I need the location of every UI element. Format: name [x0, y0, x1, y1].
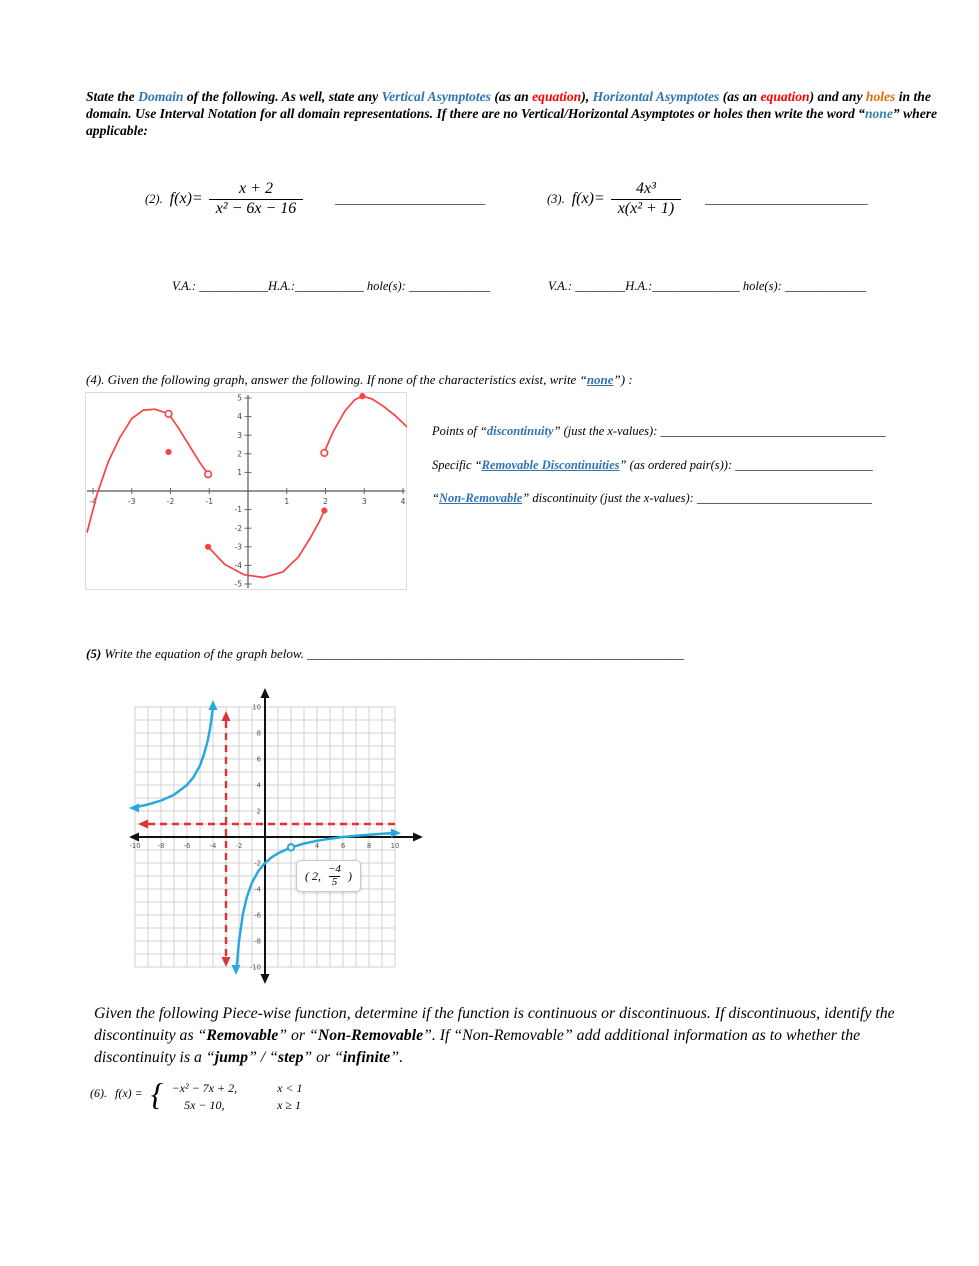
problem-3-numerator: 4x³ — [635, 180, 656, 197]
piecewise-cases — [172, 1081, 303, 1113]
svg-text:4: 4 — [400, 497, 406, 506]
keyword-removable-discontinuities: Removable Discontinuities — [481, 458, 620, 472]
svg-text:-4: -4 — [89, 497, 97, 506]
problem-5-text: Write the equation of the graph below. — [101, 646, 308, 661]
problem-5-graph-axes — [129, 688, 423, 984]
instructions-text: ) and any — [809, 89, 866, 104]
instructions-text: ), — [581, 89, 593, 104]
svg-text:1: 1 — [284, 497, 290, 506]
svg-text:-1: -1 — [234, 505, 242, 515]
asymptote-down-arrow-icon — [222, 957, 231, 967]
problem-4-intro-text: (4). Given the following graph, answer the following. If none of the characteristics exist, write “ — [86, 372, 587, 387]
piecewise-text: ” or “ — [278, 1026, 318, 1044]
svg-text:-4: -4 — [254, 885, 261, 894]
problem-3-va-ha-holes-blanks: V.A.: ________H.A.:______________ hole(s): _____________ — [548, 279, 867, 293]
problem-2-label: (2). — [145, 191, 163, 206]
problem-3-function-name: f(x)= — [571, 190, 605, 208]
svg-text:-2: -2 — [234, 523, 242, 533]
instructions-text: in the domain. Use Interval Notation for all domain representations. If there are no Vertical/Horizontal Asymptotes or holes then write the word “ — [86, 89, 931, 122]
problem-6-function-name: f(x) = — [115, 1086, 143, 1100]
keyword-infinite: infinite — [342, 1048, 391, 1066]
q3-text: “ — [432, 491, 439, 505]
q2-text: ” (as ordered pair(s)): — [619, 458, 736, 472]
svg-text:-8: -8 — [254, 937, 261, 946]
piecewise-text: ” or “ — [303, 1048, 343, 1066]
keyword-none: none — [586, 372, 614, 387]
q2-answer-blank: ______________________ — [735, 458, 873, 472]
y-axis-up-arrow-icon — [261, 688, 270, 698]
piecewise-instructions — [94, 1003, 930, 1068]
svg-text:2: 2 — [237, 449, 242, 459]
svg-text:-8: -8 — [157, 842, 165, 850]
svg-text:10: 10 — [390, 842, 400, 850]
x-axis-left-arrow-icon — [129, 833, 139, 842]
point-label-denominator: 5 — [329, 876, 341, 889]
keyword-horizontal-asymptotes: Horizontal Asymptotes — [592, 89, 720, 104]
point-label — [296, 860, 361, 892]
point-label-close: ) — [347, 868, 352, 883]
piecewise-brace: { — [150, 1076, 164, 1112]
svg-text:2: 2 — [323, 497, 328, 506]
problem-3 — [547, 180, 868, 219]
svg-text:4: 4 — [256, 781, 261, 790]
problem-5-label: (5) — [86, 646, 102, 661]
keyword-non-removable-bold: Non-Removable — [317, 1026, 424, 1044]
svg-text:3: 3 — [361, 497, 367, 506]
problem-4-intro — [86, 372, 633, 388]
problem-4-graph — [85, 392, 407, 595]
case-2-condition: x ≥ 1 — [277, 1098, 302, 1112]
case-2-expression: 5x − 10, — [184, 1098, 225, 1112]
keyword-holes: holes — [865, 89, 896, 104]
keyword-equation-2: equation — [760, 89, 810, 104]
problem-4-q3 — [432, 491, 872, 506]
problem-4-intro-text: ”) : — [613, 372, 633, 387]
problem-3-answer-blank: __________________________ — [705, 191, 868, 206]
q1-answer-blank: ____________________________________ — [660, 424, 886, 438]
point-label-numerator: −4 — [328, 863, 341, 875]
piecewise-text: ”. — [390, 1048, 404, 1066]
problem-6 — [90, 1078, 303, 1113]
keyword-domain: Domain — [138, 89, 184, 104]
keyword-non-removable: Non-Removable — [438, 491, 523, 505]
svg-text:6: 6 — [256, 755, 261, 764]
keyword-removable: Removable — [206, 1026, 279, 1044]
q3-text: ” discontinuity (just the x-values): — [522, 491, 697, 505]
q3-answer-blank: ____________________________ — [696, 491, 872, 505]
svg-text:8: 8 — [366, 842, 372, 850]
svg-text:-4: -4 — [234, 561, 242, 570]
y-axis-down-arrow-icon — [261, 974, 270, 984]
problem-5-graph — [128, 685, 428, 985]
problem-2-function-name: f(x)= — [169, 190, 203, 208]
instructions-text: (as an — [719, 89, 761, 104]
svg-text:-2: -2 — [235, 842, 243, 850]
asymptote-up-arrow-icon — [222, 711, 231, 721]
problem-6-label: (6). — [90, 1086, 107, 1100]
piecewise-text: Given the following Piece-wise function, determine if the function is continuous or discontinuous. If discontinuous, identify the discontinuity as “ — [94, 1005, 895, 1044]
instructions-text: (as an — [490, 89, 533, 104]
point-label-open: ( 2, — [305, 868, 321, 883]
piecewise-text: ”. If “Non-Removable” add additional information as to whether the discontinuity is a “ — [94, 1026, 861, 1066]
problem-2-answer-blank: ________________________ — [335, 191, 486, 206]
problem-2-fraction — [209, 180, 304, 219]
instructions-text: ” where applicable: — [86, 106, 938, 139]
problem-3-fraction — [611, 180, 681, 219]
problem-3-label: (3). — [547, 191, 565, 206]
svg-text:4: 4 — [314, 842, 320, 850]
instructions-text: of the following. As well, state any — [183, 89, 382, 104]
svg-text:-10: -10 — [249, 963, 261, 972]
problem-3-denominator: x(x² + 1) — [611, 199, 681, 219]
problem-2-numerator: x + 2 — [239, 180, 273, 197]
svg-text:1: 1 — [237, 468, 242, 477]
keyword-none-header: none — [864, 106, 893, 122]
keyword-step: step — [277, 1048, 304, 1066]
svg-text:6: 6 — [340, 842, 346, 850]
problem-2 — [145, 180, 485, 219]
svg-text:4: 4 — [237, 412, 242, 422]
problem-2-denominator: x² − 6x − 16 — [209, 199, 304, 219]
problem-4-q1 — [432, 424, 885, 439]
problem-2-va-ha-holes-blanks: V.A.: ___________H.A.:___________ hole(s): _____________ — [172, 279, 491, 293]
instructions-text: State the — [86, 89, 139, 104]
q2-text: Specific “ — [432, 458, 482, 472]
svg-text:-3: -3 — [234, 542, 242, 552]
svg-text:-4: -4 — [209, 842, 217, 850]
keyword-discontinuity: discontinuity — [486, 424, 554, 438]
svg-text:-2: -2 — [254, 859, 261, 868]
svg-text:8: 8 — [256, 729, 261, 738]
svg-text:-1: -1 — [205, 497, 213, 506]
svg-text:-6: -6 — [183, 842, 191, 850]
case-1-condition: x < 1 — [277, 1081, 303, 1095]
svg-text:-2: -2 — [166, 497, 175, 506]
keyword-jump: jump — [214, 1048, 249, 1066]
problem-5-answer-blank: __________________________________________________________ — [307, 646, 685, 661]
instructions-paragraph — [86, 88, 938, 139]
asymptote-left-arrow-icon — [138, 820, 148, 829]
case-1-expression: −x² − 7x + 2, — [171, 1081, 238, 1095]
svg-text:5: 5 — [237, 393, 242, 403]
svg-text:10: 10 — [252, 703, 261, 712]
svg-text:-3: -3 — [128, 497, 136, 506]
problem-4-q2 — [432, 458, 873, 473]
svg-text:-5: -5 — [234, 579, 242, 589]
keyword-equation-1: equation — [532, 89, 582, 104]
x-axis-right-arrow-icon — [413, 833, 423, 842]
svg-text:2: 2 — [256, 807, 261, 816]
point-label-fraction — [325, 864, 344, 888]
svg-text:-6: -6 — [254, 911, 261, 920]
problem-5-prompt — [86, 646, 684, 662]
piecewise-text: ” / “ — [248, 1048, 278, 1066]
svg-text:-10: -10 — [129, 842, 141, 850]
q1-text: ” (just the x-values): — [553, 424, 661, 438]
svg-text:3: 3 — [237, 430, 242, 440]
keyword-vertical-asymptotes: Vertical Asymptotes — [381, 89, 491, 104]
q1-text: Points of “ — [432, 424, 487, 438]
